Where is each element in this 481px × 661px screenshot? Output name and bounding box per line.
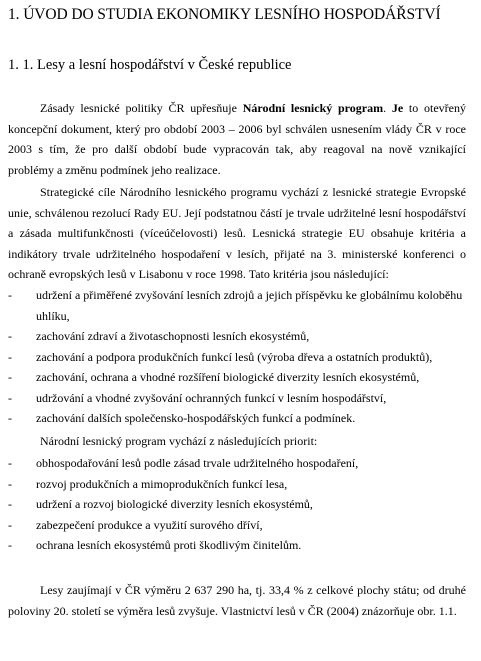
para1-bold-je: Je — [391, 101, 404, 115]
para1-bold-program: Národní lesnický program — [242, 101, 384, 115]
para3-text: Národní lesnický program vychází z následujících priorit: — [40, 434, 318, 448]
paragraph-forest-area — [8, 580, 466, 621]
priorities-list — [8, 453, 468, 556]
chapter-heading: 1. ÚVOD DO STUDIA EKONOMIKY LESNÍHO HOSPODÁŘSTVÍ — [8, 6, 441, 23]
list-item: - zabezpečení produkce a využití surového dříví, — [8, 515, 468, 536]
list-item: - obhospodařování lesů podle zásad trvale udržitelného hospodaření, — [8, 453, 468, 474]
paragraph-forest-policy — [8, 98, 466, 180]
para2-text: Strategické cíle Národního lesnického programu vychází z lesnické strategie Evropské unie, schválenou rezolucí Rady EU. Její podstatnou částí je trvale udržitelné lesní hospodářství a zásada multifunkčnosti (víceúčelovosti) lesů. Lesnická strategie EU obsahuje kritéria a indikátory trvale udržitelného hospodaření v lesích, přijaté na 3. ministerské konferenci o ochraně evropských lesů v Lisabonu v roce 1998. Tato kritéria jsou následující: — [8, 185, 466, 281]
paragraph-priorities-intro — [8, 431, 466, 452]
list-item: - zachování dalších společensko-hospodářských funkcí a podmínek. — [8, 408, 468, 429]
para1-text-post: to otevřený koncepční dokument, který pro období 2003 – 2006 byl schválen usnesením vlády ČR v roce 2003 s tím, že pro další období bude vypracován tak, aby reagoval na nově vznikající problémy a změnu podmínek jeho realizace. — [8, 101, 466, 177]
list-item: - zachování, ochrana a vhodné rozšíření biologické diverzity lesních ekosystémů, — [8, 367, 468, 388]
list-item: - zachování zdraví a životaschopnosti lesních ekosystémů, — [8, 326, 468, 347]
criteria-list — [8, 285, 468, 429]
paragraph-strategic-goals — [8, 182, 466, 285]
list-item: - zachování a podpora produkčních funkcí lesů (výroba dřeva a ostatních produktů), — [8, 347, 468, 368]
para1-text-mid: . — [383, 101, 392, 115]
list-item: - rozvoj produkčních a mimoprodukčních funkcí lesa, — [8, 474, 468, 495]
section-heading: 1. 1. Lesy a lesní hospodářství v České republice — [8, 57, 292, 73]
list-item: - udržení a přiměřené zvyšování lesních zdrojů a jejich příspěvku ke globálnímu koloběhu uhlíku, — [8, 285, 468, 326]
para4-text: Lesy zaujímají v ČR výměru 2 637 290 ha, tj. 33,4 % z celkové plochy státu; od druhé poloviny 20. století se výměra lesů zvyšuje. Vlastnictví lesů v ČR (2004) znázorňuje obr. 1.1. — [8, 583, 466, 618]
list-item: - udržení a rozvoj biologické diverzity lesních ekosystémů, — [8, 494, 468, 515]
list-item: - udržování a vhodné zvyšování ochranných funkcí v lesním hospodářství, — [8, 388, 468, 409]
para1-text-pre: Zásady lesnické politiky ČR upřesňuje — [40, 101, 243, 115]
list-item: - ochrana lesních ekosystémů proti škodlivým činitelům. — [8, 535, 468, 556]
